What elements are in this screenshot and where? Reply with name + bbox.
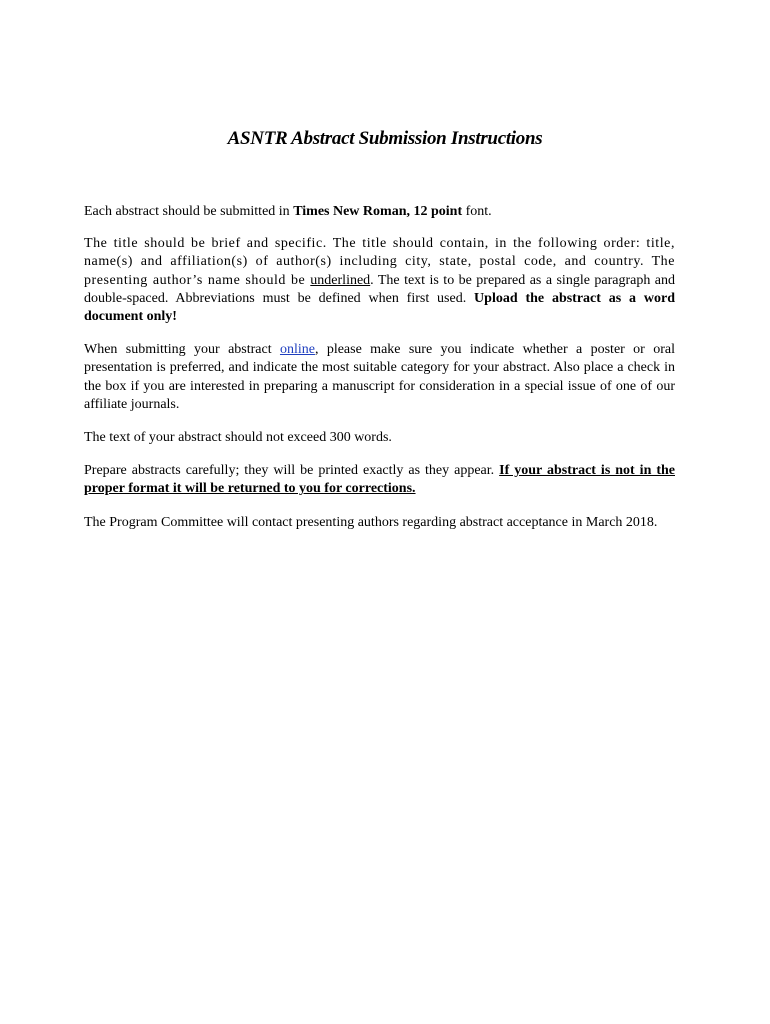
text: font.: [462, 204, 492, 219]
paragraph-font-requirement: [84, 203, 675, 221]
paragraph-title-format: [84, 235, 675, 326]
text: The title should be brief and specific. The title should contain, in the following order: title, name(s) and affiliation(s) of author(s) including city, state, postal code, and country. The presenting author’s name should be: [84, 236, 675, 288]
document-body: [84, 203, 675, 547]
paragraph-prepare-carefully: [84, 462, 675, 498]
paragraph-word-limit: [84, 429, 675, 447]
text: Each abstract should be submitted in: [84, 204, 294, 219]
font-name-bold: Times New Roman, 12 point: [293, 204, 463, 219]
document-title: ASNTR Abstract Submission Instructions: [227, 128, 543, 149]
online-link[interactable]: online: [279, 342, 315, 358]
paragraph-program-committee: [84, 514, 675, 532]
upload-instruction-bold: Upload the abstract as a word document only!: [84, 290, 676, 325]
text: , please make sure you indicate whether a poster or oral presentation is preferred, and indicate the most suitable category for your abstract. Also place a check in the box if you are interested in preparing a manuscript for consideration in a special issue of one of our affiliate journals.: [84, 342, 675, 412]
text: When submitting your abstract: [84, 342, 280, 358]
text: . The text is to be prepared as a single paragraph and double-spaced. Abbreviations must be defined when first used.: [84, 272, 675, 306]
text: The text of your abstract should not exceed 300 words.: [84, 430, 392, 446]
underlined-word: underlined: [310, 272, 371, 288]
text: Prepare abstracts carefully; they will be printed exactly as they appear.: [84, 463, 500, 479]
text: The Program Committee will contact presenting authors regarding abstract acceptance in March 2018.: [84, 514, 658, 530]
format-warning: If your abstract is not in the proper format it will be returned to you for corrections.: [84, 463, 675, 497]
paragraph-online-submission: [84, 341, 675, 414]
